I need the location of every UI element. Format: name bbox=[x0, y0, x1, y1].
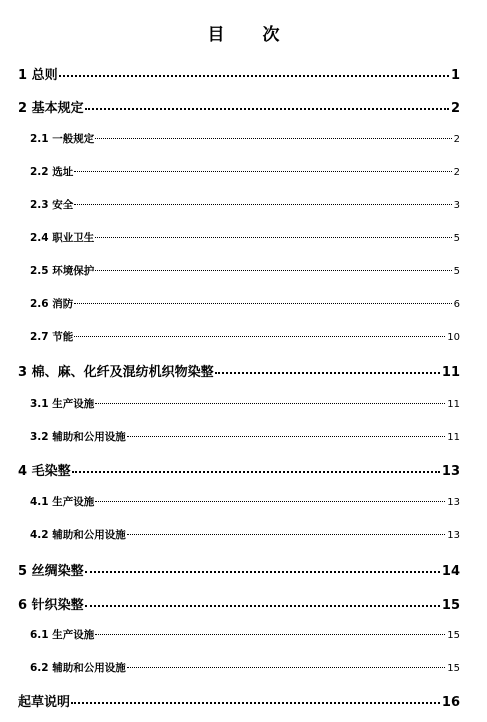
toc-entry-page: 15 bbox=[441, 598, 460, 613]
toc-leader-dots bbox=[95, 500, 445, 502]
toc-leader-dots bbox=[72, 470, 440, 473]
toc-leader-dots bbox=[127, 435, 446, 437]
toc-entry-label: 4.1 生产设施 bbox=[30, 496, 95, 508]
toc-leader-dots bbox=[95, 269, 451, 271]
toc-entry-page: 2 bbox=[450, 101, 460, 116]
toc-entry[interactable] bbox=[30, 527, 460, 542]
page-title bbox=[0, 20, 487, 45]
toc-entry[interactable] bbox=[30, 164, 460, 179]
toc-entry-label: 2.7 节能 bbox=[30, 331, 74, 343]
toc-entry-page: 2 bbox=[453, 134, 460, 145]
toc-entry-page: 13 bbox=[447, 530, 460, 541]
toc-entry[interactable] bbox=[30, 263, 460, 278]
toc-entry[interactable] bbox=[30, 329, 460, 344]
toc-entry-label: 1 总则 bbox=[18, 68, 58, 83]
toc-entry[interactable] bbox=[18, 64, 460, 83]
toc-entry-label: 4 毛染整 bbox=[18, 464, 71, 479]
toc-leader-dots bbox=[85, 107, 449, 110]
toc-leader-dots bbox=[71, 701, 440, 704]
toc-leader-dots bbox=[85, 570, 440, 573]
toc-entry-page: 11 bbox=[441, 365, 460, 380]
toc-entry-label: 2 基本规定 bbox=[18, 101, 84, 116]
toc-entry-label: 2.5 环境保护 bbox=[30, 265, 95, 277]
toc-entry[interactable] bbox=[18, 97, 460, 116]
toc-entry[interactable] bbox=[18, 594, 460, 613]
toc-entry[interactable] bbox=[30, 230, 460, 245]
toc-entry-page: 5 bbox=[453, 266, 460, 277]
toc-entry-page: 10 bbox=[447, 332, 460, 343]
toc-entry-label: 4.2 辅助和公用设施 bbox=[30, 529, 126, 541]
toc-entry-label: 2.3 安全 bbox=[30, 199, 74, 211]
toc-entry[interactable] bbox=[30, 429, 460, 444]
toc-entry-label: 2.4 职业卫生 bbox=[30, 232, 95, 244]
toc-entry[interactable] bbox=[30, 396, 460, 411]
toc-leader-dots bbox=[127, 666, 446, 668]
toc-entry-page: 11 bbox=[447, 432, 460, 443]
toc-leader-dots bbox=[95, 137, 451, 139]
toc-entry-page: 6 bbox=[453, 299, 460, 310]
toc-leader-dots bbox=[127, 533, 446, 535]
toc-entry-page: 2 bbox=[453, 167, 460, 178]
toc-leader-dots bbox=[95, 236, 451, 238]
toc-entry-label: 3 棉、麻、化纤及混纺机织物染整 bbox=[18, 365, 214, 380]
toc-leader-dots bbox=[59, 74, 449, 77]
toc-leader-dots bbox=[74, 170, 451, 172]
toc-entry-label: 3.2 辅助和公用设施 bbox=[30, 431, 126, 443]
toc-entry-label: 6 针织染整 bbox=[18, 598, 84, 613]
title-char-1: 目 bbox=[207, 25, 225, 45]
toc-entry-page: 13 bbox=[447, 497, 460, 508]
toc-leader-dots bbox=[215, 371, 440, 374]
toc-entry-label: 6.1 生产设施 bbox=[30, 629, 95, 641]
toc-entry-page: 14 bbox=[441, 564, 460, 579]
toc-entry-label: 5 丝绸染整 bbox=[18, 564, 84, 579]
toc-entry-label: 起草说明 bbox=[18, 695, 71, 710]
toc-entry-label: 6.2 辅助和公用设施 bbox=[30, 662, 126, 674]
toc-leader-dots bbox=[74, 335, 445, 337]
toc-entry-page: 15 bbox=[447, 630, 460, 641]
toc-entry-page: 5 bbox=[453, 233, 460, 244]
toc-leader-dots bbox=[74, 302, 451, 304]
toc-entry-label: 2.1 一般规定 bbox=[30, 133, 95, 145]
toc-entry[interactable] bbox=[18, 560, 460, 579]
toc-entry-page: 15 bbox=[447, 663, 460, 674]
toc-entry[interactable] bbox=[18, 460, 460, 479]
toc-leader-dots bbox=[95, 633, 445, 635]
toc-leader-dots bbox=[74, 203, 451, 205]
toc-entry[interactable] bbox=[30, 627, 460, 642]
toc-entry[interactable] bbox=[30, 494, 460, 509]
toc-leader-dots bbox=[95, 402, 445, 404]
toc-entry-page: 1 bbox=[450, 68, 460, 83]
toc-entry[interactable] bbox=[30, 660, 460, 675]
toc-entry-page: 3 bbox=[453, 200, 460, 211]
toc-entry-page: 13 bbox=[441, 464, 460, 479]
toc-entry[interactable] bbox=[30, 131, 460, 146]
toc-entry-label: 2.6 消防 bbox=[30, 298, 74, 310]
title-char-2: 次 bbox=[262, 25, 280, 45]
toc-entry[interactable] bbox=[18, 691, 460, 710]
toc-entry[interactable] bbox=[30, 296, 460, 311]
toc-entry-page: 16 bbox=[441, 695, 460, 710]
toc-entry[interactable] bbox=[30, 197, 460, 212]
toc-leader-dots bbox=[85, 604, 440, 607]
toc-entry[interactable] bbox=[18, 361, 460, 380]
toc-entry-page: 11 bbox=[447, 399, 460, 410]
toc-entry-label: 3.1 生产设施 bbox=[30, 398, 95, 410]
toc-entry-label: 2.2 选址 bbox=[30, 166, 74, 178]
